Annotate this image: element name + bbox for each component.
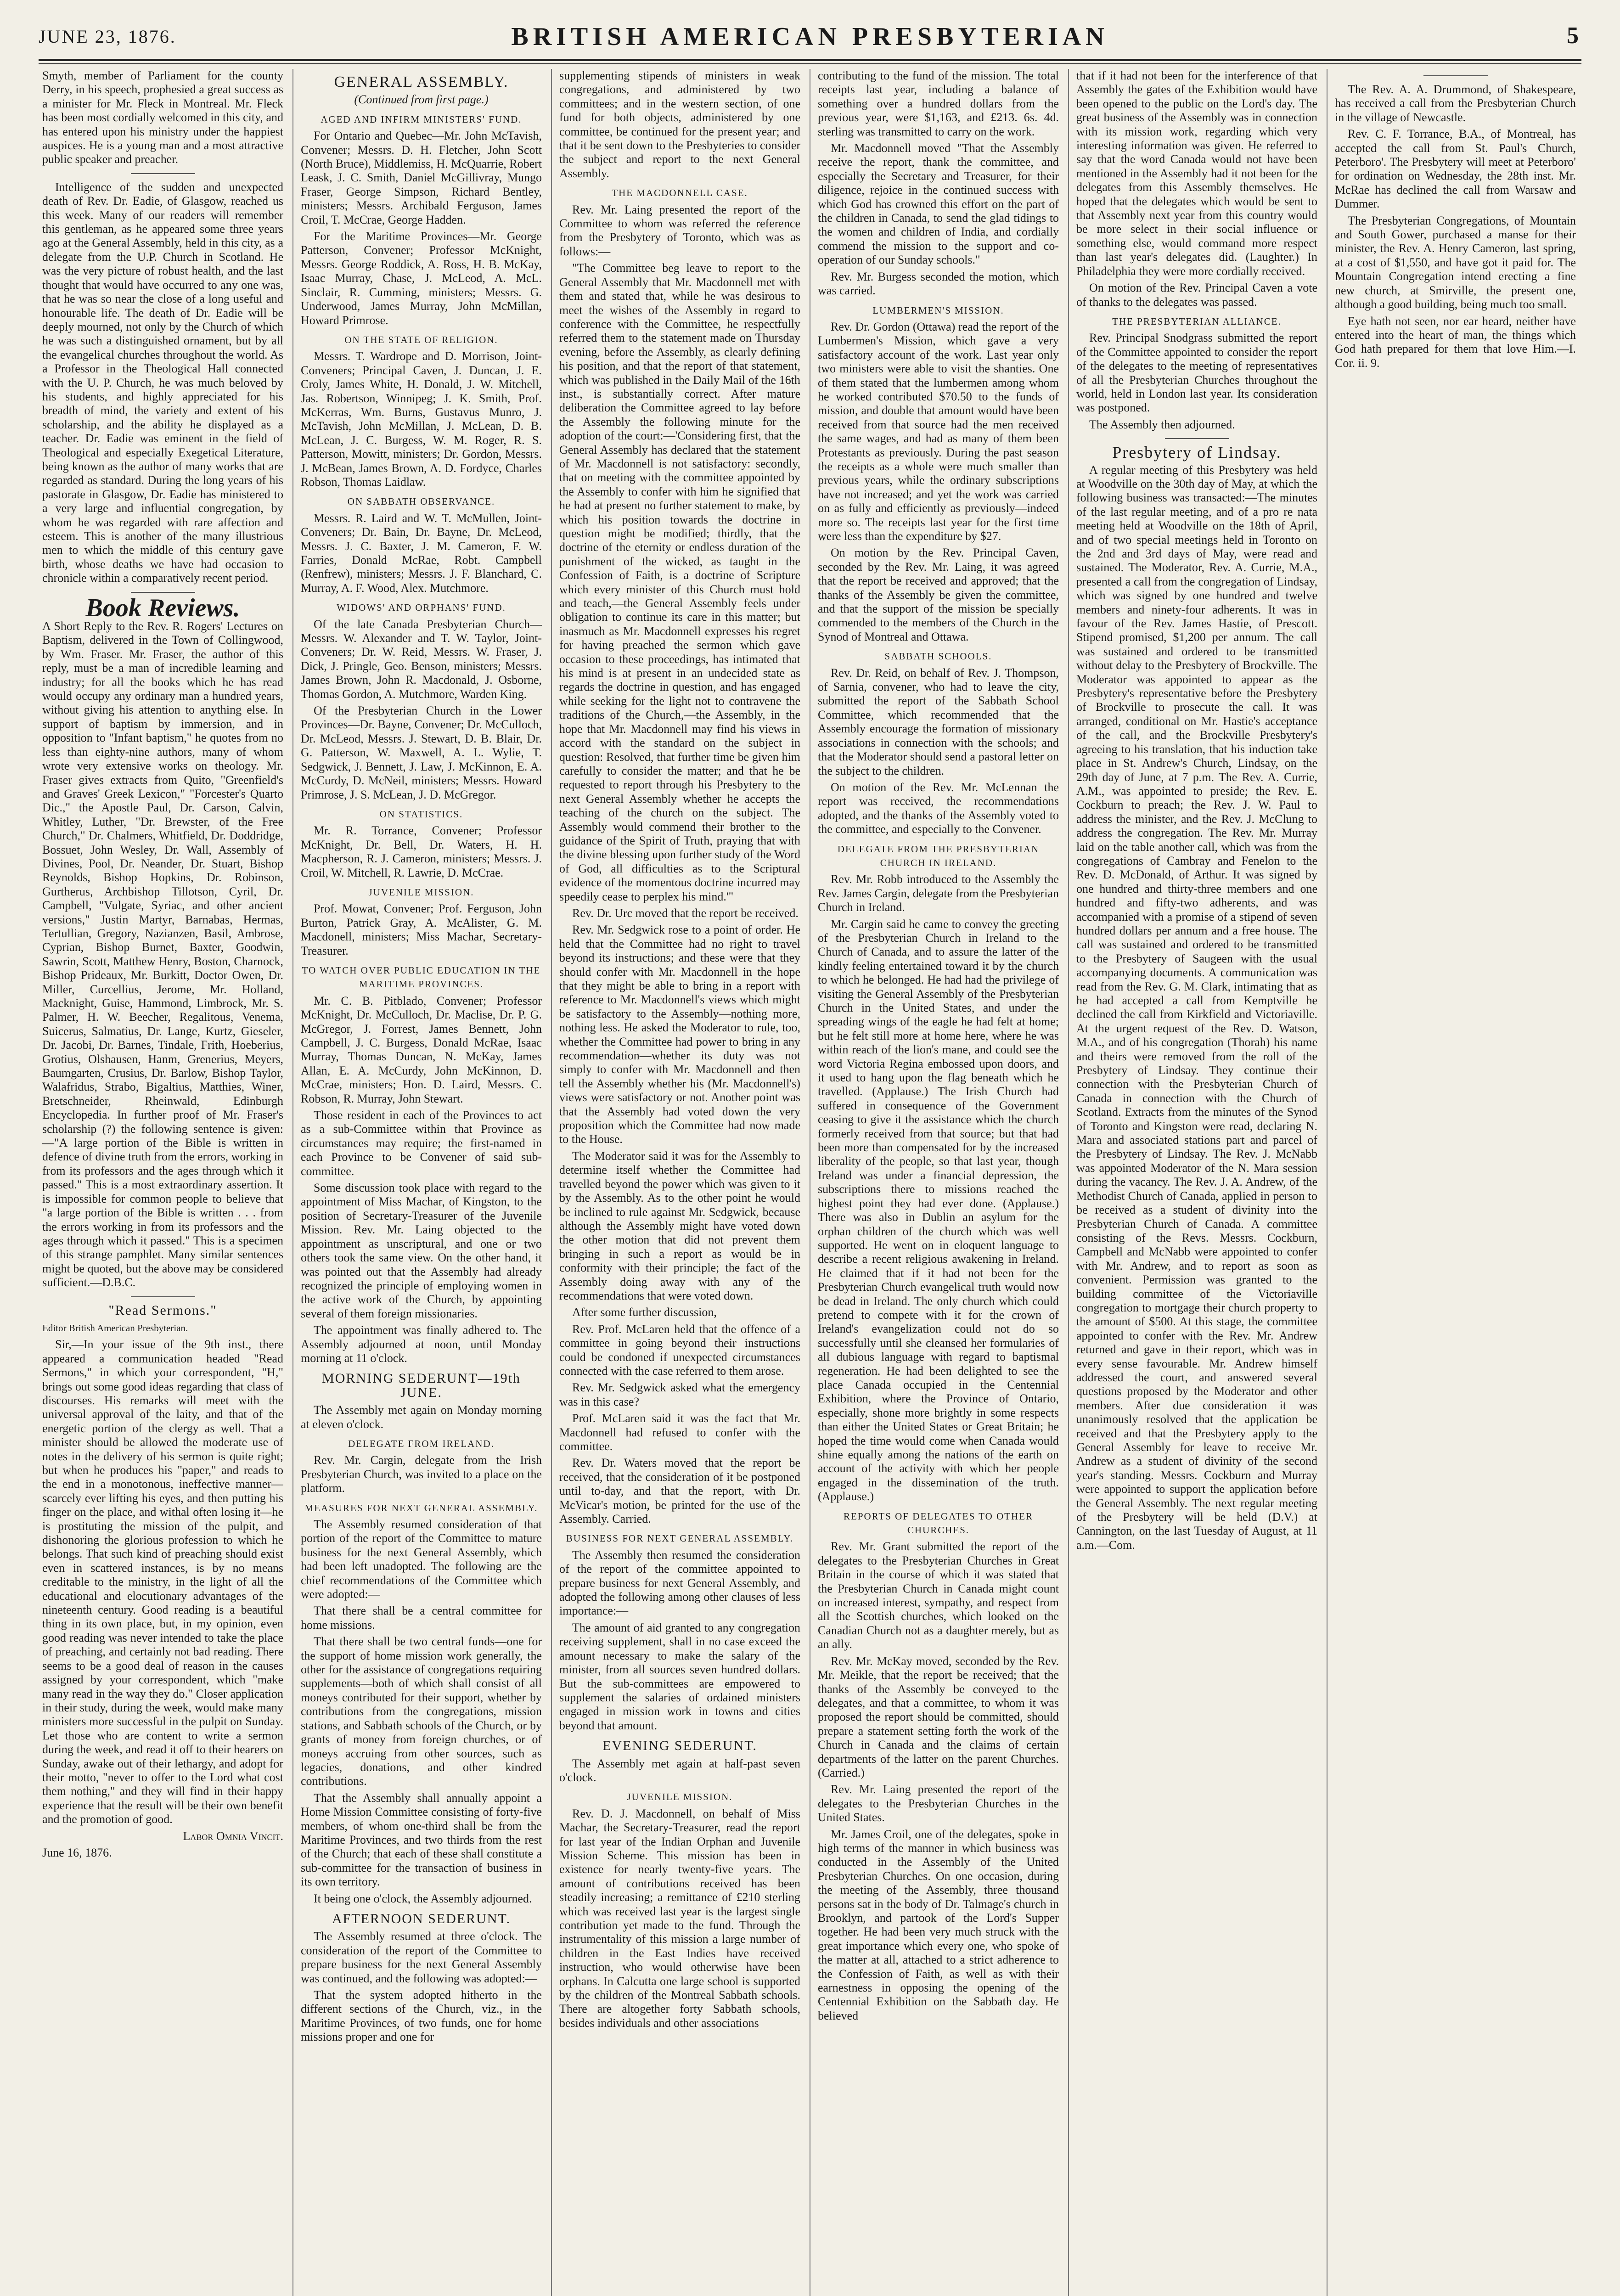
paragraph: Messrs. T. Wardrope and D. Morrison, Joint-Conveners; Principal Caven, J. Duncan, J. E. Croly, James White, H. Donald, J. W. Mitchell, Jas. Robertson, Winnipeg; J. K. Smith, Prof. McKerras, Wm. Burns, Gustavus Munro, J. McTavish, John McMillan, J. McLean, D. B. McLean, J. C. Burgess, W. M. Roger, R. S. Patterson, Mowitt, ministers; Dr. Gordon, Messrs. J. McBean, James Brown, A. D. Fordyce, Charles Robson, Thomas Laidlaw. bbox=[301, 349, 542, 489]
paragraph: Rev. Mr. Cargin, delegate from the Irish Presbyterian Church, was invited to a place on the platform. bbox=[301, 1453, 542, 1495]
paragraph: that if it had not been for the interference of that Assembly the gates of the Exhibition would have been opened to the public on the Lord's day. The great business of the Assembly was in connection with its mission work, regarding which very interesting information was given. He referred to say that the word Canada would not have been mentioned in the Assembly had it not been for the delegates from this Assembly themselves. He hoped that the delegates which would be sent to that Assembly next year from this country would be more select in their social influence or something else, would command more respect than last year's delegates did. (Laughter.) In Philadelphia they were more cordially received. bbox=[1076, 69, 1317, 278]
paragraph: The Moderator said it was for the Assembly to determine itself whether the Committee had travelled beyond the power which was given to it by the Assembly. As to the other point he would be inclined to rule against Mr. Sedgwick, because although the Assembly might have voted down the other motion that did not prevent them bringing in such a report as would be in conformity with their principle; the fact of the Assembly doing away with any of the recommendations that were voted down. bbox=[559, 1149, 800, 1302]
paragraph: Rev. Principal Snodgrass submitted the report of the Committee appointed to consider the report of the delegates to the meeting of representatives of all the Presbyterian Churches throughout the world, held in London last year. Its consideration was postponed. bbox=[1076, 331, 1317, 415]
subhead-juvenile-mission: JUVENILE MISSION. bbox=[627, 1791, 733, 1803]
paragraph: supplementing stipends of ministers in weak congregations, and administered by two committees; and in the western section, of one fund for both objects, administered by one committee, be continued for the present year; and that it be sent down to the Presbyteries to consider the subject and report to the next General Assembly. bbox=[559, 69, 800, 180]
column-divider bbox=[292, 69, 293, 2296]
column-6 bbox=[1335, 69, 1576, 2296]
subhead-alliance: THE PRESBYTERIAN ALLIANCE. bbox=[1112, 315, 1282, 327]
paragraph: Rev. Dr. Waters moved that the report be received, that the consideration of it be postponed until to-day, and that the report, with Dr. McVicar's motion, be printed for the use of the Assembly. Carried. bbox=[559, 1456, 800, 1526]
subhead-widows: WIDOWS' AND ORPHANS' FUND. bbox=[337, 602, 506, 613]
paragraph: After some further discussion, bbox=[572, 1306, 717, 1319]
paragraph: Rev. Prof. McLaren held that the offence of a committee in going beyond their instructions could be condoned if unexpected circumstances connected with the case referred to them arose. bbox=[559, 1322, 800, 1378]
paragraph: That there shall be a central committee for home missions. bbox=[301, 1604, 542, 1632]
paragraph: That there shall be two central funds—one for the support of home mission work generally, the other for the assistance of congregations requiring supplements—both of which shall consist of all moneys contributed for their support, whether by contributions from the congregations, mission stations, and Sabbath schools of the Church, or by grants of money from foreign churches, or of moneys accruing from other sources, such as legacies, donations, and other kindred contributions. bbox=[301, 1635, 542, 1788]
subhead-education: TO WATCH OVER PUBLIC EDUCATION IN THE MARITIME PROVINCES. bbox=[302, 964, 541, 990]
paragraph: "The Committee beg leave to report to the General Assembly that Mr. Macdonnell met with them and stated that, while he was desirous to meet the wishes of the Assembly in regard to conference with the Committee, he respectfully referred them to the statement made on Thursday evening, before the Assembly, as clearly defining his position, and that the report of that statement, which was published in the Daily Mail of the 16th inst., is substantially correct. After mature deliberation the Committee agreed to lay before the Assembly the following minute for the adoption of the court:—'Considering first, that the General Assembly has declared that the statement of Mr. Macdonnell is not satisfactory: secondly, that on meeting with the committee appointed by the Assembly to confer with him he signified that he had at present no further statement to make, by which his position towards the doctrine in question might be modified; thirdly, that the doctrine of the eternity or endless duration of the punishment of the wicked, as taught in the Confession of Faith, is a doctrine of Scripture which every minister of this Church must hold and teach,—the General Assembly feels under obligation to continue its care in this matter; but inasmuch as Mr. Macdonnell expresses his regret for having preached the sermon which gave occasion to these proceedings, has intimated that his mind is at present in an undecided state as regards the doctrine in question, and has engaged while seeking for the light not to contravene the traditions of the Church,—the Assembly, in the hope that Mr. Macdonnell may find his views in accord with the standard on the subject in question: Resolved, that further time be given him carefully to consider the matter; and that he be requested to report through his Presbytery to the next General Assembly whether he accepts the teaching of the church on the subject. The Assembly would commend their brother to the guidance of the Spirit of Truth, praying that with the divine blessing upon further study of the Word of God, all difficulties as to the Scriptural evidence of the momentous doctrine incurred may speedily cease to perplex his mind.'" bbox=[559, 261, 800, 903]
paragraph: It being one o'clock, the Assembly adjourned. bbox=[314, 1891, 532, 1905]
paragraph: Rev. Mr. Grant submitted the report of the delegates to the Presbyterian Churches in Great Britain in the course of which it was stated that the Presbyterian Church in Canada might count on increased interest, sympathy, and respect from all the Scottish churches, which looked on the Canadian Church not as a daughter merely, but as an ally. bbox=[818, 1540, 1059, 1651]
paragraph: Rev. Mr. Laing presented the report of the delegates to the Presbyterian Churches in the United States. bbox=[818, 1783, 1059, 1824]
masthead-rule bbox=[39, 59, 1581, 61]
paragraph: The Assembly then adjourned. bbox=[1089, 417, 1235, 431]
paragraph: The Assembly then resumed the consideration of the report of the committee appointed to prepare business for next General Assembly, and adopted the following among other clauses of less importance:— bbox=[559, 1548, 800, 1618]
column-5 bbox=[1076, 69, 1317, 2296]
paragraph: Mr. Cargin said he came to convey the greeting of the Presbyterian Church in Ireland to the Church of Canada, and to assure the latter of the kindly feeling entertained toward it by the church to which he belonged. He had had the privilege of visiting the General Assembly of the Presbyterian Church in the United States, and under the spreading wings of the eagle he had felt at home; but he felt still more at home here, where he was within reach of the lion's mane, and could see the word Victoria Regina embossed upon doors, and it used to hang upon the flag beneath which he travelled. (Applause.) The Irish Church had suffered in consequence of the Government ceasing to give it the assistance which the church formerly received from that source; but that had been more than compensated for by the increased liberality of the people, so that last year, though Ireland was under a financial depression, the subscriptions there to missions reached the highest point they had ever done. (Applause.) There was also in Dublin an asylum for the orphan children of the church which was well supported. He went on in eloquent language to describe a recent religious awakening in Ireland. He claimed that if it had not been for the Presbyterian Church evangelical truth would now be dead in Ireland. The only church which could pretend to compete with it for the crown of Ireland's evangelization could not do so successfully until she cleansed her formularies of all dubious language with regard to baptismal regeneration. He had been delighted to see the place Canada occupied in the Centennial Exhibition, where the Province of Ontario, especially, shone more brightly in some respects than either the United States or Great Britain; he hoped the time would come when Canada would shine equally among the nations of the earth on account of the activity with which her people engaged in the dissemination of the truth. (Applause.) bbox=[818, 917, 1059, 1503]
subhead-measures: MEASURES FOR NEXT GENERAL ASSEMBLY. bbox=[304, 1502, 538, 1514]
subhead-ireland-delegate: DELEGATE FROM THE PRESBYTERIAN CHURCH IN IRELAND. bbox=[837, 843, 1040, 868]
paragraph: The Assembly resumed at three o'clock. The consideration of the report of the Committee to prepare business for the next General Assembly was continued, and the following was adopted:— bbox=[301, 1930, 542, 1985]
paragraph: On motion of the Rev. Mr. McLennan the report was received, the recommendations adopted, and the thanks of the Assembly voted to the committee, and especially to the Convener. bbox=[818, 780, 1059, 836]
paragraph: For the Maritime Provinces—Mr. George Patterson, Convener; Professor McKnight, Messrs. George Roddick, A. Ross, H. B. McKay, Isaac Murray, Chase, J. McLeod, A. McL. Sinclair, R. Cumming, ministers; Messrs. G. Underwood, James Murray, John McMillan, Howard Primrose. bbox=[301, 230, 542, 327]
paragraph: Some discussion took place with regard to the appointment of Miss Machar, of Kingston, to the position of Secretary-Treasurer of the Juvenile Mission. Rev. Mr. Laing objected to the appointment as unscriptural, and one or two others took the same view. On the other hand, it was pointed out that the Assembly had already recognized the principle of employing women in the active work of the Church, by appointing several of them foreign missionaries. bbox=[301, 1181, 542, 1320]
subhead-lumbermen: LUMBERMEN'S MISSION. bbox=[872, 304, 1004, 316]
subhead-macdonnell: THE MACDONNELL CASE. bbox=[612, 187, 748, 199]
paragraph: Rev. Mr. Sedgwick rose to a point of order. He held that the Committee had no right to travel beyond its instructions; and these were that they should confer with Mr. Macdonnell in the hope that they might be able to bring in a report with reference to Mr. Macdonnell's views which might be satisfactory to the Assembly—nothing more, nothing less. He asked the Moderator to rule, too, whether the Committee had power to bring in any recommendation—whether its duty was not simply to confer with Mr. Macdonnell and then tell the Assembly whether his (Mr. Macdonnell's) views were satisfactory or not. Another point was that the Assembly had voted down the very proposition which the Committee had now made to the House. bbox=[559, 923, 800, 1146]
article-fleck-end: Smyth, member of Parliament for the county Derry, in his speech, prophesied a great success as a minister for Mr. Fleck in Montreal. Mr. Fleck has been most cordially welcomed in this city, and has entered upon his ministry under the happiest auspices. He is a young man and a most attractive public speaker and preacher. bbox=[42, 69, 283, 166]
paragraph: Rev. Mr. Burgess seconded the motion, which was carried. bbox=[818, 270, 1059, 298]
paragraph: Eye hath not seen, nor ear heard, neither have entered into the heart of man, the things which God hath prepared for them that love Him.—I. Cor. ii. 9. bbox=[1335, 314, 1576, 370]
subhead-juvenile: JUVENILE MISSION. bbox=[368, 886, 474, 898]
paragraph: Of the Presbyterian Church in the Lower Provinces—Dr. Bayne, Convener; Dr. McCulloch, Dr. McLeod, Messrs. J. Stewart, D. B. Blair, Dr. G. Patterson, W. Maxwell, A. L. Wylie, T. Sedgwick, J. Bennett, J. Law, J. McKinnon, E. A. McCurdy, D. McNeil, ministers; Messrs. Howard Primrose, J. S. McLean, J. D. McGregor. bbox=[301, 704, 542, 801]
paragraph: That the Assembly shall annually appoint a Home Mission Committee consisting of forty-five members, of whom one-third shall be from the Maritime Provinces, and two thirds from the rest of the Church; that each of these shall constitute a sub-committee for the transaction of business in its own territory. bbox=[301, 1791, 542, 1889]
paragraph: Prof. McLaren said it was the fact that Mr. Macdonnell had refused to confer with the committee. bbox=[559, 1412, 800, 1453]
paragraph: The Rev. A. A. Drummond, of Shakespeare, has received a call from the Presbyterian Church in the village of Newcastle. bbox=[1335, 83, 1576, 124]
paragraph: Of the late Canada Presbyterian Church—Messrs. W. Alexander and T. W. Taylor, Joint-Conveners; Dr. W. Reid, Messrs. W. Fraser, J. Dick, J. Pringle, Geo. Benson, ministers; Messrs. James Brown, John R. Macdonald, J. Osborne, Thomas Gordon, A. Mutchmore, Warden King. bbox=[301, 617, 542, 701]
subhead-sabbath-schools: SABBATH SCHOOLS. bbox=[884, 651, 992, 662]
book-reviews-heading: Book Reviews. bbox=[85, 593, 240, 622]
subhead-aged-fund: AGED AND INFIRM MINISTERS' FUND. bbox=[321, 113, 522, 125]
paragraph: Those resident in each of the Provinces to act as a sub-Committee within that Province as circumstances may require; the first-named in each Province to be Convener of said sub-committee. bbox=[301, 1109, 542, 1178]
subhead-business: BUSINESS FOR NEXT GENERAL ASSEMBLY. bbox=[566, 1533, 794, 1544]
masthead bbox=[39, 20, 1581, 56]
paragraph: Rev. Mr. Sedgwick asked what the emergency was in this case? bbox=[559, 1381, 800, 1408]
general-assembly-heading: GENERAL ASSEMBLY. bbox=[334, 73, 509, 90]
paragraph: contributing to the fund of the mission. The total receipts last year, including a balance of something over a hundred dollars from the previous year, were $1,163, and £213. 6s. 4d. sterling was transmitted to carry on the work. bbox=[818, 69, 1059, 138]
paragraph: Rev. C. F. Torrance, B.A., of Montreal, has accepted the call from St. Paul's Church, Peterboro'. The Presbytery will meet at Peterboro' for ordination on Wednesday, the 28th inst. Mr. McRae has declined the call from Warsaw and Dummer. bbox=[1335, 127, 1576, 211]
letter-date: June 16, 1876. bbox=[42, 1846, 112, 1859]
section-divider bbox=[1165, 438, 1229, 439]
paragraph: Rev. Mr. Robb introduced to the Assembly the Rev. James Cargin, delegate from the Presbyterian Church in Ireland. bbox=[818, 872, 1059, 914]
paragraph: The Assembly met again on Monday morning at eleven o'clock. bbox=[301, 1403, 542, 1431]
subhead-reports: REPORTS OF DELEGATES TO OTHER CHURCHES. bbox=[844, 1510, 1033, 1536]
paragraph: The Presbyterian Congregations, of Mountain and South Gower, purchased a manse for their minister, the Rev. A. Henry Cameron, last spring, at a cost of $1,550, and have got it paid for. The Mountain Congregation intend erecting a fine new church, at Smirville, the present one, although a good building, being much too small. bbox=[1335, 214, 1576, 311]
paragraph: Rev. Dr. Gordon (Ottawa) read the report of the Lumbermen's Mission, which gave a very satisfactory account of the work. Last year only two ministers were able to visit the shanties. One of them stated that the lumbermen among whom he worked contributed $70.50 to the funds of mission, and double that amount would have been received from that source had the men received the same wages, and had as many of them been Protestants as previously. During the past season the receipts as a whole were much smaller than previous years, while the ordinary subscriptions have not increased; and yet the work was carried on as fully and efficiently as previously—indeed more so. The receipts last year for the first time were less than the expenditure by $27. bbox=[818, 320, 1059, 543]
paragraph: A regular meeting of this Presbytery was held at Woodville on the 30th day of May, at which the following business was transacted:—The minutes of the last regular meeting, and of a pro re nata meeting held at Woodville on the 18th of April, and of two special meetings held in Toronto on the 2nd and 3rd days of May, were read and sustained. The Moderator, Rev. A. Currie, M.A., presented a call from the congregation of Lindsay, which was signed by one hundred and twelve members and ninety-four adherents. It was in favour of the Rev. James Hastie, of Prescott. Stipend promised, $1,200 per annum. The call was sustained and ordered to be transmitted without delay to the Presbytery of Brockville. The Moderator was appointed to appear as the Presbytery's representative before the Presbytery of Brockville to prosecute the call. It was arranged, conditional on Mr. Hastie's acceptance of the call, and the Brockville Presbytery's agreeing to his translation, that his induction take place in St. Andrew's Church, Lindsay, on the 29th day of June, at 7 p.m. The Rev. A. Currie, A.M., was appointed to preside; the Rev. E. Cockburn to preach; the Rev. J. W. Paul to address the minister, and the Rev. J. McClung to address the congregation. The Rev. Mr. Murray laid on the table another call, which was from the congregations of Cambray and Fenelon to the Rev. D. McDonald, of Arthur. It was signed by one hundred and thirty-three members and one hundred and fifty-two adherents, and was accompanied with a promise of a stipend of seven hundred dollars per annum and a free house. The call was sustained and ordered to be transmitted to the Presbytery of Saugeen with the usual accompanying documents. A communication was read from the Rev. G. M. Clark, intimating that as he had accepted a call from Kemptville he declined the call from Kirkfield and Victoriaville. At the urgent request of the Rev. D. Watson, M.A., and of his congregation (Thorah) his name and theirs were removed from the roll of the Presbytery of Lindsay. They continue their connection with the Presbyterian Church of Canada in connection with the Church of Scotland. Extracts from the minutes of the Synod of Toronto and Kingston were read, declaring N. Mara and associated stations part and parcel of the Presbytery of Lindsay. The Rev. J. McNabb was appointed Moderator of the N. Mara session during the vacancy. The Rev. J. A. Andrew, of the Methodist Church of Canada, applied in person to be received as a student of divinity into the Presbyterian Church of Canada. A committee consisting of the Revs. Messrs. Cockburn, Campbell and McNabb were appointed to confer with Mr. Andrew, and to report as soon as convenient. Permission was granted to the building committee of the Victoriaville congregation to mortgage their church property to the amount of $500. At this stage, the committee appointed to confer with the Rev. Mr. Andrew returned and gave in their report, which was in every sense favourable. Mr. Andrew himself addressed the court, and answered several questions proposed by the Moderator and other members. After due consideration it was unanimously resolved that the application be received and that the Presbytery apply to the General Assembly for leave to receive Mr. Andrew as a student of divinity of the second year's standing. Messrs. Cockburn and Murray were appointed to support the application before the General Assembly. The next regular meeting of the Presbytery will be held (D.V.) at Cannington, on the last Tuesday of August, at 11 a.m.—Com. bbox=[1076, 463, 1317, 1552]
paragraph: Rev. Dr. Urc moved that the report be received. bbox=[572, 906, 799, 920]
paragraph: The appointment was finally adhered to. The Assembly adjourned at noon, until Monday morning at 11 o'clock. bbox=[301, 1323, 542, 1365]
paragraph: Prof. Mowat, Convener; Prof. Ferguson, John Burton, Patrick Gray, A. McAlister, G. M. Macdonell, ministers; Miss Machar, Secretary-Treasurer. bbox=[301, 902, 542, 957]
paragraph: Rev. Mr. Laing presented the report of the Committee to whom was referred the reference from the Presbytery of Toronto, which was as follows:— bbox=[559, 203, 800, 258]
column-divider bbox=[1068, 69, 1069, 2296]
paragraph: Mr. Macdonnell moved "That the Assembly receive the report, thank the committee, and especially the Secretary and Treasurer, for their diligence, rejoice in the continued success with which God has crowned this effort on the part of the children in Canada, to send the glad tidings to the women and children of India, and cordially commend the mission to the support and co-operation of our Sunday schools." bbox=[818, 141, 1059, 267]
continued-note: (Continued from first page.) bbox=[354, 93, 489, 107]
subhead-sabbath: ON SABBATH OBSERVANCE. bbox=[347, 496, 495, 507]
paragraph: Rev. Dr. Reid, on behalf of Rev. J. Thompson, of Sarnia, convener, who had to leave the city, submitted the report of the Sabbath School Committee, which recommended that the Assembly encourage the formation of missionary associations in connection with the schools; and that the Moderator should send a pastoral letter on the subject to the children. bbox=[818, 666, 1059, 777]
subhead-statistics: ON STATISTICS. bbox=[379, 808, 463, 820]
paragraph: Rev. D. J. Macdonnell, on behalf of Miss Machar, the Secretary-Treasurer, read the report for last year of the Indian Orphan and Juvenile Mission Scheme. This mission has been in existence for nearly twenty-five years. The amount of contributions received has been steadily increasing; a remittance of £210 sterling which was received last year is the largest single contribution yet made to the fund. Through the instrumentality of this mission a large number of children in the East Indies have received instruction, who would otherwise have been orphans. In Calcutta one large school is supported by the children of the Montreal Sabbath schools. There are altogether forty Sabbath schools, besides individuals and other associations bbox=[559, 1806, 800, 2030]
evening-sederunt-heading: EVENING SEDERUNT. bbox=[602, 1738, 757, 1754]
paragraph: The Assembly resumed consideration of that portion of the report of the Committee to mature business for the next General Assembly, which had been left unadopted. The following are the chief recommendations of the Committee which were adopted:— bbox=[301, 1518, 542, 1601]
column-4 bbox=[818, 69, 1059, 2296]
section-divider bbox=[131, 592, 195, 593]
paragraph: The amount of aid granted to any congregation receiving supplement, shall in no case exceed the amount necessary to make the salary of the minister, from all sources seven hundred dollars. But the sub-committees are empowered to supplement the salaries of ordained ministers engaged in mission work in towns and cities beyond that amount. bbox=[559, 1621, 800, 1732]
paragraph: Mr. C. B. Pitblado, Convener; Professor McKnight, Dr. McCulloch, Dr. Maclise, Dr. P. G. McGregor, J. Forrest, James Bennett, John Campbell, J. C. Burgess, Donald McRae, Isaac Murray, Thomas Duncan, N. McKay, James Allan, E. A. McCurdy, John McKinnon, D. McCrae, ministers; Hon. D. Laird, Messrs. C. Robson, R. Murray, John Stewart. bbox=[301, 994, 542, 1105]
paragraph: That the system adopted hitherto in the different sections of the Church, viz., in the Maritime Provinces, of two funds, one for home missions proper and one for bbox=[301, 1988, 542, 2044]
section-divider bbox=[131, 1296, 195, 1297]
column-2 bbox=[301, 69, 542, 2296]
letter-signature: Labor Omnia Vincit. bbox=[183, 1829, 283, 1843]
morning-sederunt-heading: MORNING SEDERUNT—19th JUNE. bbox=[322, 1371, 521, 1400]
masthead-rule-thin bbox=[39, 63, 1581, 64]
paragraph: Mr. R. Torrance, Convener; Professor McKnight, Dr. Bell, Dr. Waters, H. H. Macpherson, R. J. Cameron, ministers; Messrs. J. Croil, W. Mitchell, R. Lawrie, D. McCrae. bbox=[301, 824, 542, 879]
newspaper-title: BRITISH AMERICAN PRESBYTERIAN bbox=[511, 23, 1109, 51]
paragraph: For Ontario and Quebec—Mr. John McTavish, Convener; Messrs. D. H. Fletcher, John Scott (North Bruce), Middlemiss, H. McQuarrie, Robert Leask, J. C. Smith, Daniel McGillivray, Mungo Fraser, George Simpson, Richard Bentley, ministers; Messrs. Archibald Ferguson, James Croil, T. McCrae, George Hadden. bbox=[301, 129, 542, 226]
column-3 bbox=[559, 69, 800, 2296]
issue-date: JUNE 23, 1876. bbox=[39, 26, 176, 47]
presbytery-lindsay-heading: Presbytery of Lindsay. bbox=[1112, 443, 1282, 462]
section-divider bbox=[1423, 75, 1488, 76]
subhead-delegate: DELEGATE FROM IRELAND. bbox=[348, 1438, 495, 1449]
paragraph: Messrs. R. Laird and W. T. McMullen, Joint-Conveners; Dr. Bain, Dr. Bayne, Dr. McLeod, Messrs. J. C. Baxter, J. M. Cameron, F. W. Farries, Donald McRae, Robt. Campbell (Renfrew), ministers; Messrs. J. F. Blanchard, C. Murray, A. F. Wood, Alex. Mutchmore. bbox=[301, 511, 542, 595]
paragraph: On motion of the Rev. Principal Caven a vote of thanks to the delegates was passed. bbox=[1076, 281, 1317, 309]
paragraph: Rev. Mr. McKay moved, seconded by the Rev. Mr. Meikle, that the report be received; that the thanks of the Assembly be conveyed to the delegates, and that a committee, to whom it was proposed the report should be committed, should prepare a statement setting forth the work of the Church in Canada and the claims of certain departments of the latter on the parent Churches. (Carried.) bbox=[818, 1654, 1059, 1779]
read-sermons-heading: "Read Sermons." bbox=[108, 1302, 217, 1318]
paragraph: The Assembly met again at half-past seven o'clock. bbox=[559, 1756, 800, 1784]
column-1 bbox=[42, 69, 283, 2296]
column-divider bbox=[1327, 69, 1328, 2296]
paragraph: On motion by the Rev. Principal Caven, seconded by the Rev. Mr. Laing, it was agreed that the report be received and approved; that the thanks of the Assembly be given the committee, and that the support of the mission be specially commended to the members of the Church in the Synod of Montreal and Ottawa. bbox=[818, 546, 1059, 643]
afternoon-sederunt-heading: AFTERNOON SEDERUNT. bbox=[332, 1911, 511, 1926]
letter-read-sermons: Sir,—In your issue of the 9th inst., there appeared a communication headed "Read Sermons," in which your correspondent, "H," brings out some good ideas regarding that class of discourses. His remarks will meet with the universal approval of the laity, and that of the energetic portion of the clergy as well. That a minister should be allowed the moderate use of notes in the delivery of his sermon is quite right; but when he produces his "paper," and reads to the end in a monotonous, ineffective manner—scarcely ever lifting his eyes, and then putting his finger on the place, and withal often losing it—he is prostituting the mission of the pulpit, and dishonoring the glorious profession to which he belongs. That such kind of preaching should exist even in scattered instances, is by no means creditable to the ministry, in the light of all the educational and elocutionary advantages of the nineteenth century. Good reading is a beautiful thing in its own place, but, in my opinion, even good reading was never intended to take the place of preaching, and certainly not bad reading. There seems to be a good deal of reason in the causes assigned by your correspondent, which "make many read in the way they do." Closer application in their study, during the week, would make many ministers more successful in the pulpit on Sunday. Let those who are content to write a sermon during the week, and read it off to their hearers on Sunday, awake out of their lethargy, and adopt for their motto, "never to offer to the Lord what cost them nothing," and they will find in their happy experience that the result will be their own benefit and the promotion of good. bbox=[42, 1338, 283, 1826]
page-number: 5 bbox=[1567, 23, 1579, 49]
review-baptism: A Short Reply to the Rev. R. Rogers' Lectures on Baptism, delivered in the Town of Collingwood, by Wm. Fraser. Mr. Fraser, the author of this reply, must be a man of incredible learning and industry; for all the books which he has read would occupy any ordinary man a hundred years, without giving his attention to anything else. In support of baptism by immersion, and in opposition to "Infant baptism," he quotes from no less than eighty-nine authors, many of whom wrote very extensive works on theology. Mr. Fraser gives extracts from Quito, "Greenfield's and Graves' Greek Lexicon," "Forcester's Quarto Dic.," the Apostle Paul, Dr. Carson, Calvin, Whitley, Luther, "Dr. Brewster, of the Free Church," Dr. Chalmers, Whitfield, Dr. Doddridge, Bossuet, John Wesley, Dr. Wall, Assembly of Divines, Pool, Dr. Neander, Dr. Stuart, Bishop Reynolds, Bishop Hopkins, Dr. Robinson, Gurtherus, Archbishop Tillotson, Cyril, Dr. Campbell, "Vulgate, Syriac, and other ancient versions," Justin Martyr, Barnabas, Hermas, Tertullian, Gregory, Nazianzen, Basil, Ambrose, Cyprian, Bishop Burnet, Baxter, Goodwin, Sawrin, Scott, Matthew Henry, Boston, Charnock, Bishop Prideaux, Mr. Burkitt, Doctor Owen, Dr. Miller, Curcellius, Jerome, Mr. Holland, Macknight, Guise, Hammond, Limbrock, Mr. S. Palmer, H. W. Beecher, Regalitous, Venema, Suicerus, Salmatius, Dr. Lange, Kurtz, Gieseler, Dr. Jacobi, Dr. Barnes, Tindale, Frith, Hoeberius, Grotius, Olshausen, Hanm, Grenerius, Meyers, Baumgarten, Crusius, Dr. Barlow, Bishop Taylor, Walafridus, Strabo, Bigaltius, Matthies, Winer, Bretschneider, Rheinwald, Edinburgh Encyclopedia. In further proof of Mr. Fraser's scholarship (?) the following sentence is given:—"A large portion of the Bible is written in defence of divine truth from the errors, working in from its professors and the ages through which it passed." This is a most extraordinary assertion. It is impossible for common people to believe that "a large portion of the Bible is written . . . from the errors working in from its professors and the ages through which it passed." This is a specimen of this strange pamphlet. Many similar sentences might be quoted, but the above may be considered sufficient.—D.B.C. bbox=[42, 619, 283, 1289]
article-eadie: Intelligence of the sudden and unexpected death of Rev. Dr. Eadie, of Glasgow, reached us this week. Many of our readers will remember this gentleman, as he appeared some three years ago at the General Assembly, held in this city, as a delegate from the U.P. Church in Scotland. He was the very picture of robust health, and the last thought that would have occurred to any one was, that he was so near the close of a long useful and honourable life. The death of Dr. Eadie will be deeply mourned, not only by the Church of which he was such a distinguished ornament, but by all the evangelical churches throughout the world. As a Professor in the Theological Hall connected with the U. P. Church, he was much beloved by his students, and highly appreciated for his breadth of mind, the variety and extent of his scholarship, and the ability he displayed as a teacher. Dr. Eadie was eminent in the field of Theological and especially Exegetical Literature, being known as the author of many works that are regarded as standard. During the long years of his pastorate in Glasgow, Dr. Eadie has ministered to a very large and influential congregation, by whom he was regarded with rare affection and esteem. This is another of the many illustrious men to which the middle of this century gave birth, whose deaths we have had occasion to chronicle within a comparatively recent period. bbox=[42, 180, 283, 585]
subhead-religion: ON THE STATE OF RELIGION. bbox=[344, 334, 498, 345]
column-divider bbox=[551, 69, 552, 2296]
section-divider bbox=[131, 173, 195, 174]
editor-salutation: Editor British American Presbyterian. bbox=[42, 1322, 188, 1334]
paragraph: Mr. James Croil, one of the delegates, spoke in high terms of the manner in which business was conducted in the Assembly of the United Presbyterian Churches. On one occasion, during the meeting of the Assembly, three thousand persons sat in the body of Dr. Talmage's church in Brooklyn, and partook of the Lord's Supper together. He had been very much struck with the great importance which every one, who spoke of the matter at all, attached to a strict adherence to the Confession of Faith, as well as with their earnestness in opposing the opening of the Centennial Exhibition on the Sabbath day. He believed bbox=[818, 1827, 1059, 2022]
